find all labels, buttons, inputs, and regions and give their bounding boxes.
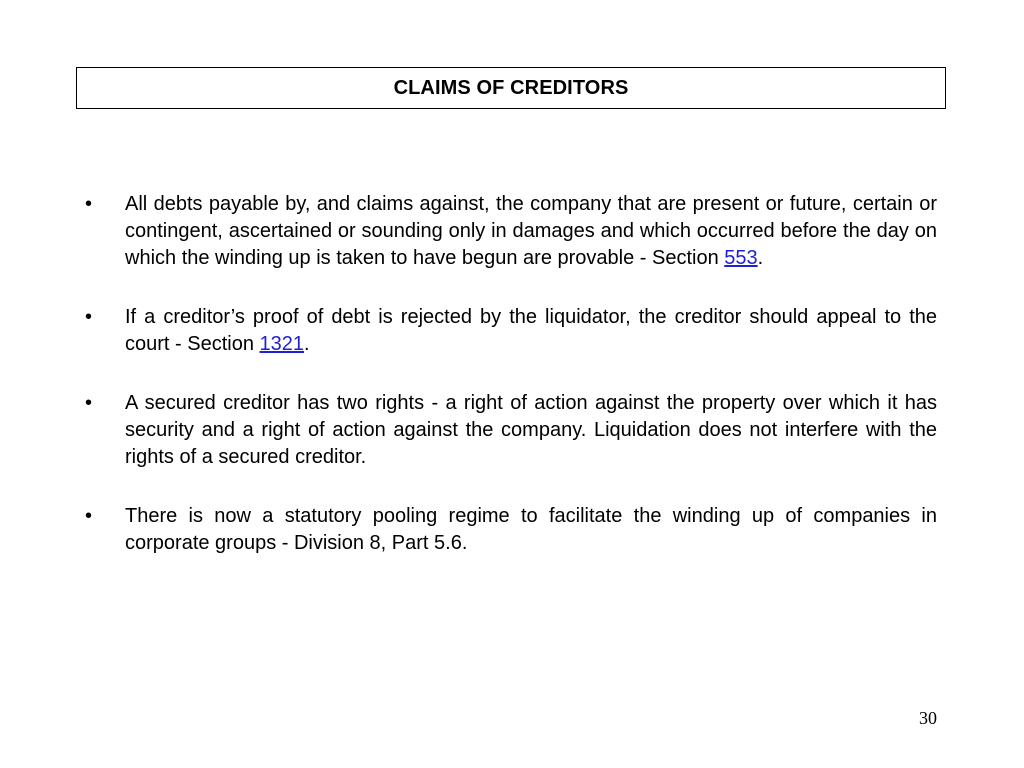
bullet-icon: • bbox=[85, 392, 93, 414]
bullet-item-secured-creditor bbox=[85, 390, 937, 471]
page-number: 30 bbox=[919, 708, 937, 728]
section-553-link[interactable]: 553 bbox=[724, 247, 758, 269]
slide-title: CLAIMS OF CREDITORS bbox=[393, 76, 629, 99]
bullet-icon: • bbox=[85, 505, 93, 527]
bullet-text-after: . bbox=[757, 247, 764, 269]
bullet-icon: • bbox=[85, 193, 93, 215]
bullet-text: There is now a statutory pooling regime to facilitate the winding up of companies in corporate groups - Division 8, Part 5.6. bbox=[125, 505, 937, 554]
bullet-item-provable-debts bbox=[85, 191, 937, 272]
title-box bbox=[76, 67, 946, 109]
bullet-text bbox=[125, 191, 937, 272]
section-1321-link[interactable]: 1321 bbox=[259, 333, 305, 355]
bullet-icon: • bbox=[85, 306, 93, 328]
bullet-text bbox=[125, 304, 937, 358]
bullet-item-proof-rejected bbox=[85, 304, 937, 358]
bullet-list bbox=[85, 191, 937, 589]
bullet-item-pooling-regime bbox=[85, 503, 937, 557]
bullet-text-after: . bbox=[304, 333, 310, 355]
bullet-text-before: If a creditor’s proof of debt is rejected by the liquidator, the creditor should appeal to the court - Section bbox=[125, 306, 937, 355]
bullet-text-before: All debts payable by, and claims against, the company that are present or future, certain or contingent, ascertained or sounding only in damages and which occurred before the day on which the winding up is taken to have begun are provable - Section bbox=[125, 193, 937, 269]
bullet-text: A secured creditor has two rights - a right of action against the property over which it has security and a right of action against the company. Liquidation does not interfere with the rights of a secured creditor. bbox=[125, 392, 937, 468]
